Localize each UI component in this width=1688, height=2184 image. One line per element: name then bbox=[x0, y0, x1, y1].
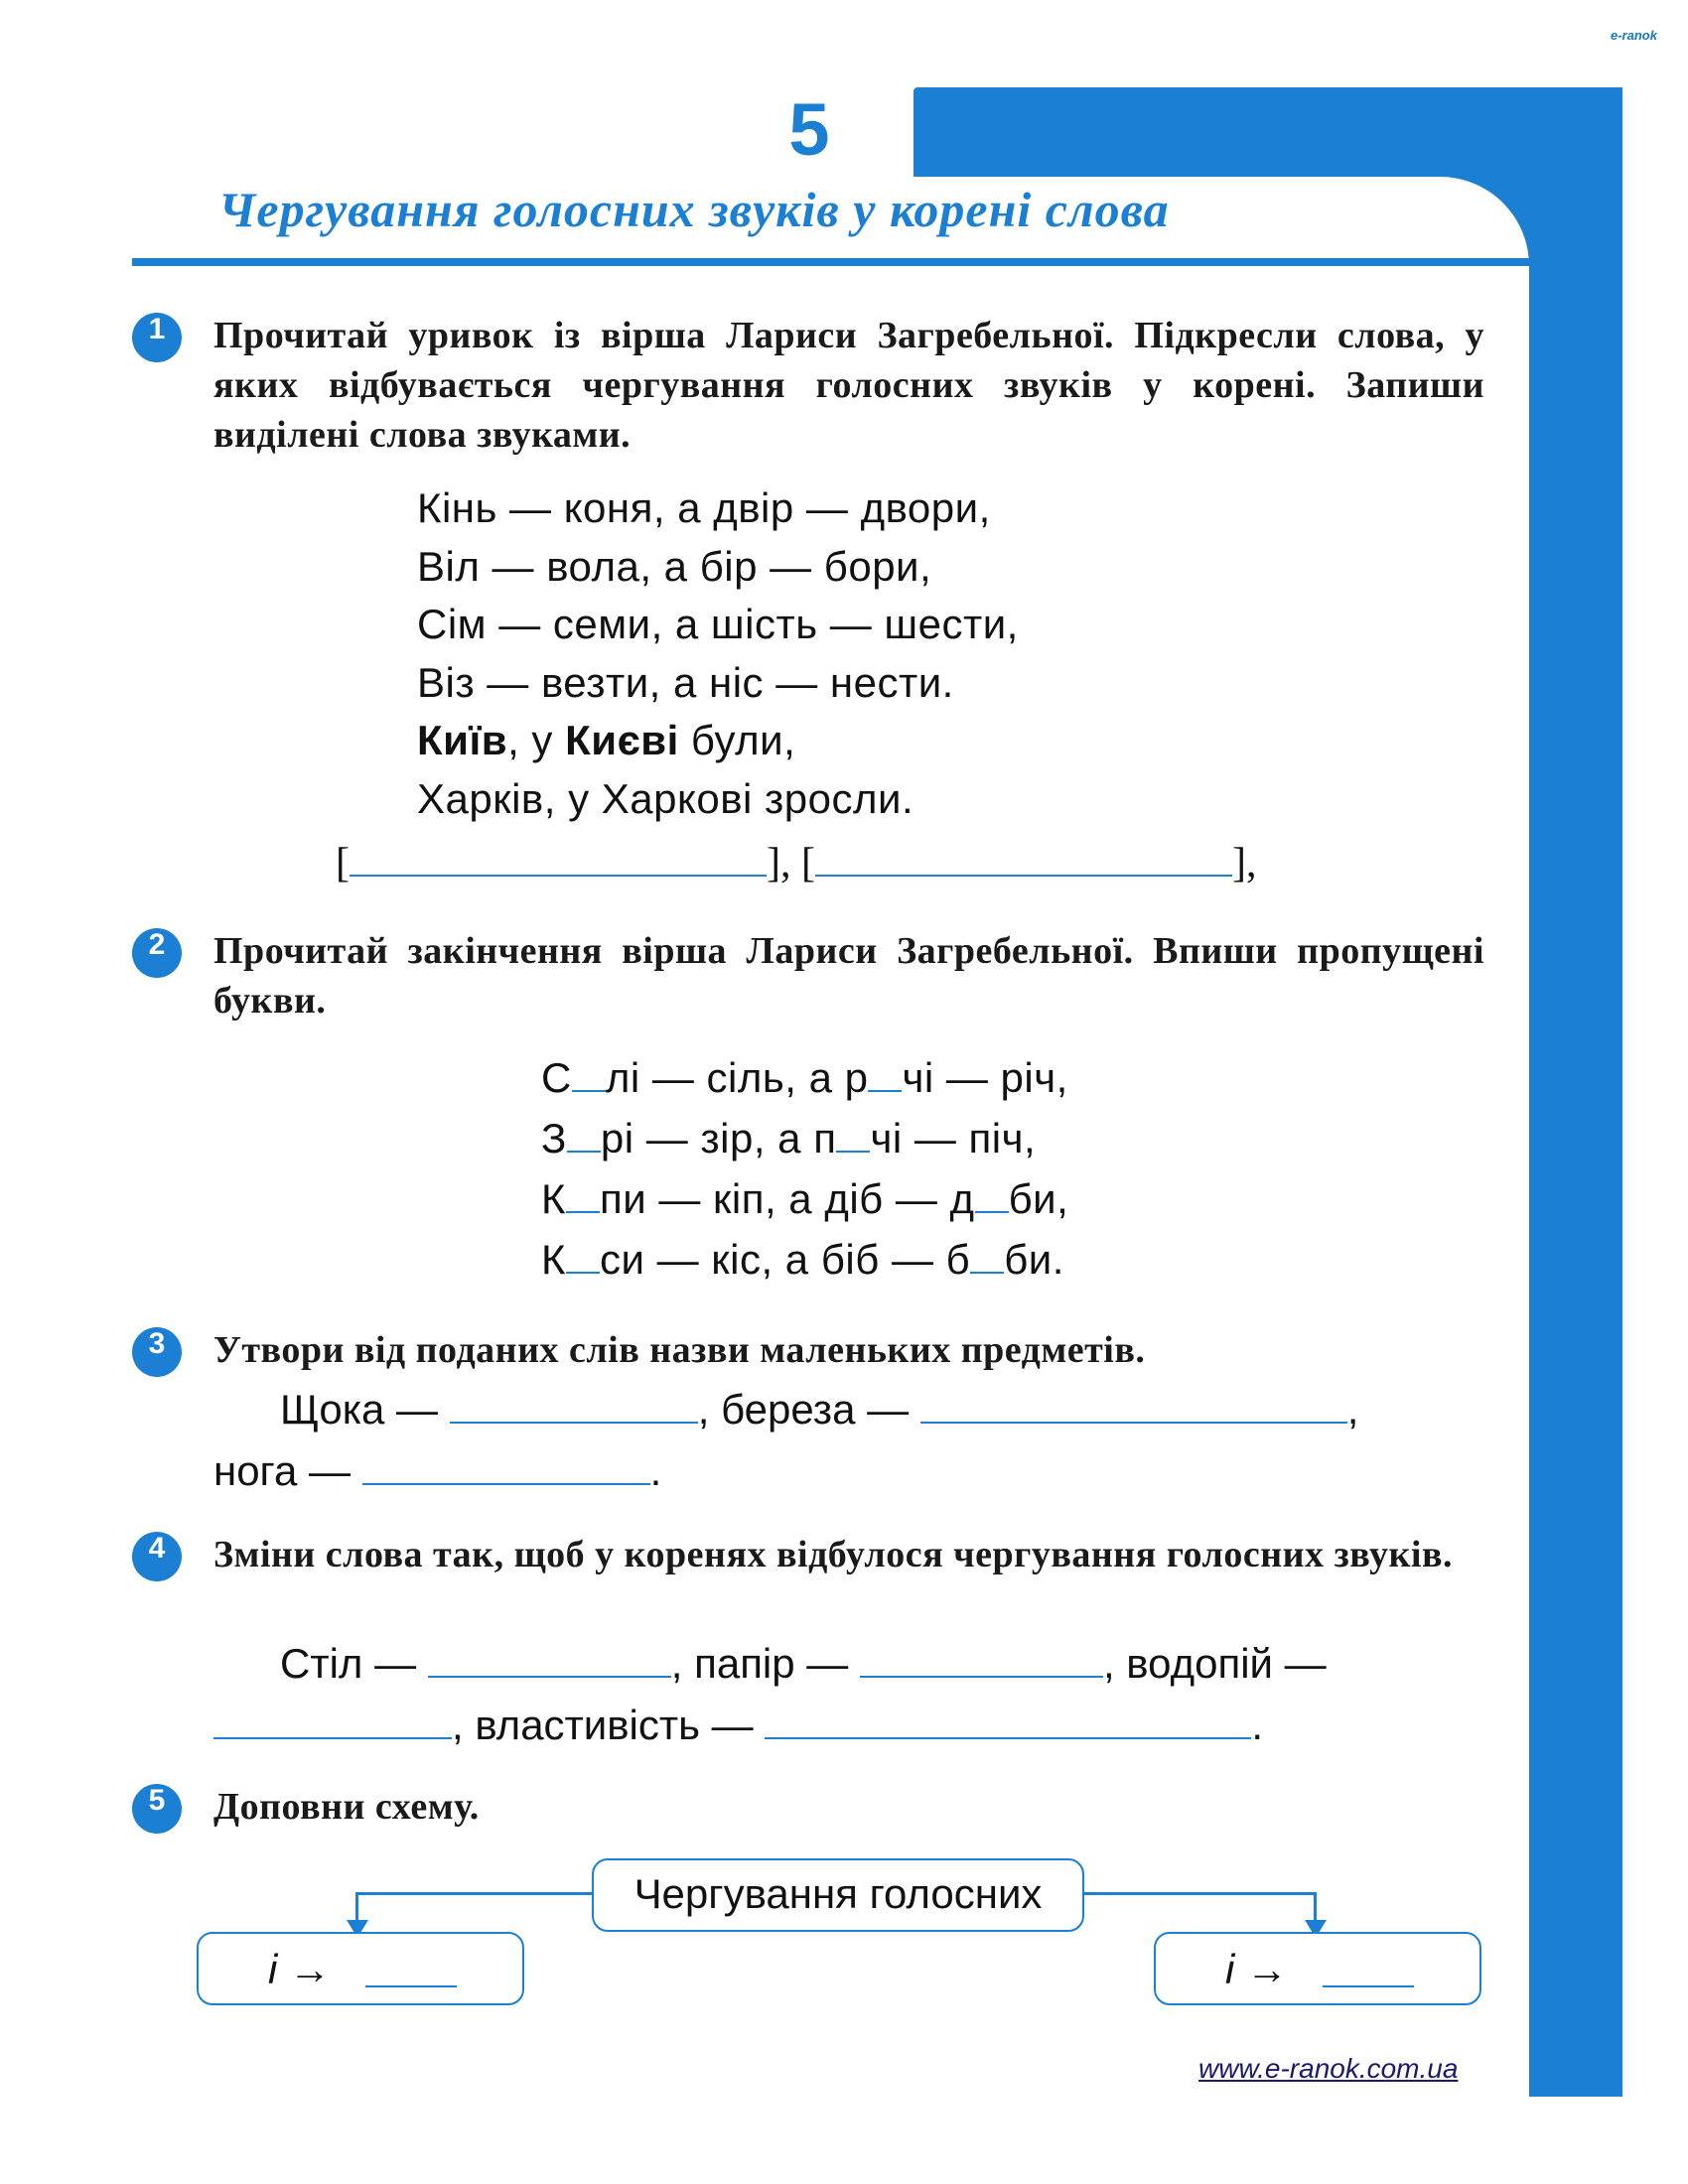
fill-text: чі — річ, bbox=[902, 1054, 1068, 1101]
poem-line: Віл — вола, а бір — бори, bbox=[417, 542, 932, 590]
bold-word-kyievi: Києві bbox=[565, 717, 679, 763]
letter-blank[interactable] bbox=[572, 1066, 606, 1092]
word-vodopii: , водопій — bbox=[1102, 1640, 1327, 1687]
fill-text: З bbox=[541, 1115, 567, 1161]
task-4-row-2 bbox=[213, 1702, 1263, 1749]
fill-text: си — кіс, а біб — б bbox=[599, 1236, 971, 1283]
word-shchoka: Щока — bbox=[280, 1386, 439, 1433]
scheme-connector-left bbox=[355, 1892, 594, 1895]
task-2-text: Прочитай закінчення вірша Лариси Загребельної. Впиши пропущені букви. bbox=[213, 930, 1484, 1022]
lesson-title: Чергування голосних звуків у корені слова bbox=[218, 182, 1170, 237]
bracket-sep: ], [ bbox=[767, 841, 815, 887]
publisher-website-link[interactable]: www.e-ranok.com.ua bbox=[1198, 2053, 1459, 2084]
fill-text: С bbox=[541, 1054, 572, 1101]
answer-blank[interactable] bbox=[213, 1711, 452, 1739]
lesson-number: 5 bbox=[788, 88, 830, 171]
publisher-logo: e-ranok bbox=[1611, 28, 1657, 43]
task-number-5: 5 bbox=[132, 1784, 182, 1834]
fill-line bbox=[541, 1229, 1336, 1290]
poem-text: , у bbox=[507, 717, 566, 763]
fill-text: би, bbox=[1008, 1175, 1069, 1222]
bold-word-kyiv: Київ bbox=[417, 717, 508, 763]
task-5-text: Доповни схему. bbox=[213, 1786, 480, 1828]
scheme-blank-right[interactable] bbox=[1323, 1960, 1414, 1987]
letter-blank[interactable] bbox=[566, 1187, 600, 1213]
punct: , bbox=[1346, 1386, 1359, 1433]
fill-text: чі — піч, bbox=[870, 1115, 1037, 1161]
bracket-close: ], bbox=[1231, 841, 1257, 887]
scheme-right-label: і → bbox=[1225, 1946, 1288, 1992]
fill-line bbox=[541, 1047, 1336, 1108]
fill-text: К bbox=[541, 1175, 566, 1222]
scheme-blank-left[interactable] bbox=[365, 1960, 457, 1987]
scheme-right-box bbox=[1154, 1932, 1481, 2005]
scheme-left-label: і → bbox=[268, 1946, 331, 1992]
task-3-text: Утвори від поданих слів назви маленьких предметів. bbox=[213, 1329, 1146, 1371]
fill-text: би. bbox=[1004, 1236, 1064, 1283]
poem-line: Кінь — коня, а двір — двори, bbox=[417, 484, 991, 531]
task-4-text: Зміни слова так, щоб у коренях відбулося чергування голосних звуків. bbox=[213, 1534, 1453, 1575]
word-noha: нога — bbox=[213, 1447, 351, 1494]
poem-line bbox=[417, 712, 1311, 770]
transcription-blank-2[interactable] bbox=[815, 849, 1232, 877]
answer-blank[interactable] bbox=[428, 1650, 671, 1678]
word-vlastyvist: , властивість — bbox=[452, 1702, 754, 1748]
poem-text: були, bbox=[678, 717, 796, 763]
answer-blank[interactable] bbox=[860, 1650, 1103, 1678]
fill-line bbox=[541, 1108, 1336, 1168]
letter-blank[interactable] bbox=[566, 1248, 600, 1274]
word-bereza: , береза — bbox=[697, 1386, 910, 1433]
letter-blank[interactable] bbox=[836, 1127, 870, 1153]
task-2-lines bbox=[541, 1047, 1336, 1290]
punct: . bbox=[1251, 1702, 1264, 1748]
answer-blank[interactable] bbox=[920, 1396, 1347, 1424]
letter-blank[interactable] bbox=[975, 1187, 1009, 1213]
word-stil: Стіл — bbox=[280, 1640, 417, 1687]
scheme-connector-right bbox=[1082, 1892, 1317, 1895]
task-number-1: 1 bbox=[132, 313, 182, 362]
side-blue-band bbox=[1529, 149, 1622, 2097]
poem-line: Сім — семи, а шість — шести, bbox=[417, 601, 1019, 647]
task-number-3: 3 bbox=[132, 1327, 182, 1377]
fill-line bbox=[541, 1168, 1336, 1229]
scheme-center-box: Чергування голосних bbox=[592, 1858, 1084, 1932]
fill-text: рі — зір, а п bbox=[600, 1115, 837, 1161]
poem-line: Харків, у Харкові зросли. bbox=[417, 774, 914, 822]
task-3-row-1 bbox=[280, 1386, 1358, 1433]
answer-blank[interactable] bbox=[765, 1711, 1251, 1739]
poem-line: Віз — везти, а ніс — нести. bbox=[417, 658, 954, 706]
title-rule bbox=[132, 258, 1529, 266]
transcription-blank-1[interactable] bbox=[350, 849, 767, 877]
fill-text: К bbox=[541, 1236, 566, 1283]
task-4-row-1 bbox=[280, 1640, 1327, 1688]
answer-blank[interactable] bbox=[362, 1457, 650, 1485]
answer-blank[interactable] bbox=[450, 1396, 698, 1424]
bracket-open: [ bbox=[336, 841, 350, 887]
letter-blank[interactable] bbox=[868, 1066, 902, 1092]
task-1-transcription bbox=[336, 840, 1256, 887]
word-papir: , папір — bbox=[670, 1640, 849, 1687]
letter-blank[interactable] bbox=[567, 1127, 601, 1153]
task-3-row-2 bbox=[213, 1447, 661, 1495]
scheme-left-box bbox=[197, 1932, 524, 2005]
fill-text: лі — сіль, а р bbox=[605, 1054, 869, 1101]
task-number-4: 4 bbox=[132, 1532, 182, 1581]
task-number-2: 2 bbox=[132, 928, 182, 978]
task-1-poem bbox=[417, 479, 1311, 828]
fill-text: пи — кіп, а діб — д bbox=[599, 1175, 975, 1222]
task-1-text: Прочитай уривок із вірша Лариси Загребельної. Підкресли слова, у яких відбувається чергування голосних звуків у корені. Запиши виділені слова звуками. bbox=[213, 315, 1484, 456]
letter-blank[interactable] bbox=[970, 1248, 1004, 1274]
punct: . bbox=[649, 1447, 662, 1494]
